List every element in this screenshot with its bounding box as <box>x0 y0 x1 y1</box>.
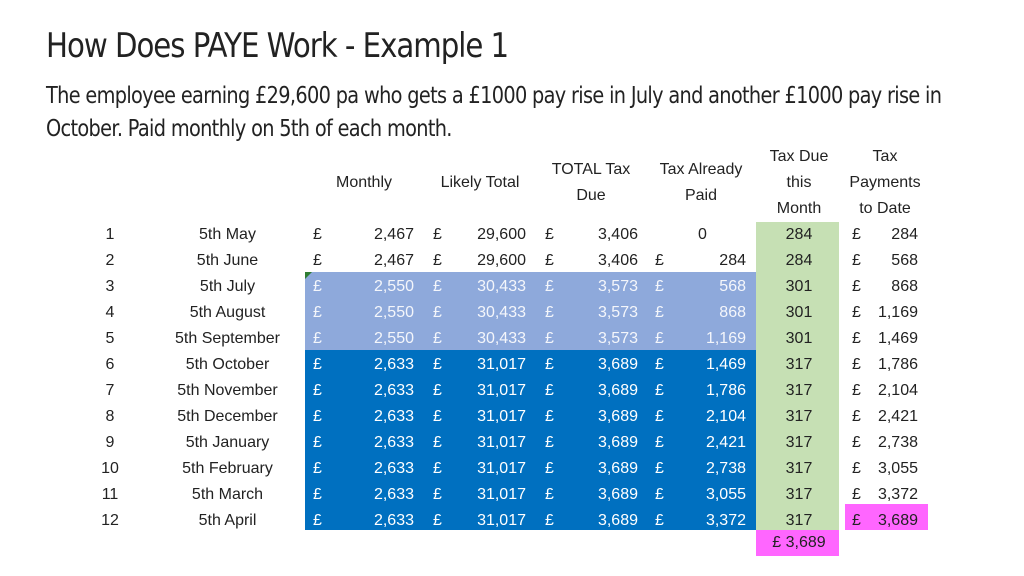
currency-symbol: £ <box>852 408 861 425</box>
row-date: 5th June <box>196 252 259 269</box>
row-number: 8 <box>105 408 115 425</box>
currency-symbol: £ <box>433 252 442 269</box>
header-total-tax-1: TOTAL Tax <box>551 161 631 178</box>
row-likely-total: 29,600 <box>477 252 526 269</box>
row-tax-already-paid: 1,469 <box>705 356 746 373</box>
currency-symbol: £ <box>313 486 322 503</box>
header-tax-due-1: Tax Due <box>769 148 829 165</box>
currency-symbol: £ <box>433 304 442 321</box>
currency-symbol: £ <box>545 512 554 529</box>
table-row <box>0 378 1024 404</box>
currency-symbol: £ <box>852 512 861 529</box>
currency-symbol: £ <box>313 330 322 347</box>
row-number: 10 <box>101 460 119 477</box>
row-total-tax-due: 3,689 <box>597 460 638 477</box>
header-total-tax-2: Due <box>576 187 606 204</box>
row-date: 5th March <box>191 486 264 503</box>
currency-symbol: £ <box>433 460 442 477</box>
header-tax-pay-3: to Date <box>859 200 911 217</box>
currency-symbol: £ <box>655 278 664 295</box>
currency-symbol: £ <box>852 278 861 295</box>
currency-symbol: £ <box>852 226 861 243</box>
row-number: 11 <box>101 486 119 503</box>
row-total-tax-due: 3,689 <box>597 408 638 425</box>
row-tax-to-date: 3,372 <box>877 486 918 503</box>
row-tax-due-month: 317 <box>785 512 813 529</box>
currency-symbol: £ <box>433 408 442 425</box>
currency-symbol: £ <box>313 356 322 373</box>
row-tax-due-month: 284 <box>785 226 813 243</box>
currency-symbol: £ <box>313 408 322 425</box>
currency-symbol: £ <box>852 304 861 321</box>
row-tax-to-date: 284 <box>891 226 918 243</box>
currency-symbol: £ <box>655 304 664 321</box>
currency-symbol: £ <box>545 408 554 425</box>
currency-symbol: £ <box>545 226 554 243</box>
currency-symbol: £ <box>852 460 861 477</box>
currency-symbol: £ <box>433 226 442 243</box>
currency-symbol: £ <box>433 434 442 451</box>
row-number: 7 <box>105 382 115 399</box>
row-tax-already-paid: 1,169 <box>705 330 746 347</box>
currency-symbol: £ <box>852 356 861 373</box>
row-tax-due-month: 317 <box>785 434 813 451</box>
row-tax-already-paid: 868 <box>719 304 746 321</box>
header-tax-due-3: Month <box>776 200 822 217</box>
row-tax-to-date: 1,786 <box>877 356 918 373</box>
row-date: 5th July <box>199 278 256 295</box>
row-tax-due-month: 317 <box>785 382 813 399</box>
header-tax-pay-2: Payments <box>849 174 921 191</box>
currency-symbol: £ <box>313 252 322 269</box>
row-monthly: 2,633 <box>373 512 414 529</box>
header-likely-total: Likely Total <box>440 174 520 191</box>
row-total-tax-due: 3,406 <box>597 252 638 269</box>
table-row <box>0 326 1024 352</box>
currency-symbol: £ <box>433 278 442 295</box>
row-monthly: 2,550 <box>373 330 414 347</box>
currency-symbol: £ <box>852 434 861 451</box>
row-tax-due-month: 301 <box>785 304 813 321</box>
row-monthly: 2,633 <box>373 408 414 425</box>
row-number: 5 <box>105 330 115 347</box>
row-tax-due-month: 317 <box>785 356 813 373</box>
row-total-tax-due: 3,689 <box>597 486 638 503</box>
table-row <box>0 248 1024 274</box>
row-tax-to-date: 868 <box>891 278 918 295</box>
row-likely-total: 30,433 <box>477 330 526 347</box>
row-number: 4 <box>105 304 115 321</box>
currency-symbol: £ <box>545 486 554 503</box>
header-tax-due-2: this <box>786 174 812 191</box>
table-row <box>0 274 1024 300</box>
currency-symbol: £ <box>655 512 664 529</box>
row-monthly: 2,633 <box>373 434 414 451</box>
currency-symbol: £ <box>852 252 861 269</box>
row-tax-to-date: 1,469 <box>877 330 918 347</box>
row-total-tax-due: 3,689 <box>597 356 638 373</box>
row-date: 5th December <box>177 408 278 425</box>
row-likely-total: 31,017 <box>477 486 526 503</box>
table-row <box>0 482 1024 508</box>
table-row <box>0 404 1024 430</box>
currency-symbol: £ <box>433 486 442 503</box>
currency-symbol: £ <box>545 252 554 269</box>
currency-symbol: £ <box>655 486 664 503</box>
row-tax-due-month: 317 <box>785 408 813 425</box>
row-total-tax-due: 3,406 <box>597 226 638 243</box>
currency-symbol: £ <box>545 382 554 399</box>
header-monthly: Monthly <box>335 174 393 191</box>
header-tax-pay-1: Tax <box>872 148 898 165</box>
currency-symbol: £ <box>313 382 322 399</box>
row-total-tax-due: 3,689 <box>597 434 638 451</box>
row-tax-already-paid: 0 <box>698 226 707 243</box>
row-monthly: 2,467 <box>373 252 414 269</box>
row-tax-already-paid: 3,372 <box>705 512 746 529</box>
row-tax-due-month: 284 <box>785 252 813 269</box>
currency-symbol: £ <box>545 434 554 451</box>
row-likely-total: 30,433 <box>477 278 526 295</box>
row-tax-already-paid: 2,421 <box>705 434 746 451</box>
row-tax-to-date: 3,689 <box>877 512 918 529</box>
currency-symbol: £ <box>655 408 664 425</box>
row-tax-due-month: 317 <box>785 460 813 477</box>
row-number: 12 <box>101 512 119 529</box>
row-tax-due-month: 301 <box>785 278 813 295</box>
currency-symbol: £ <box>545 460 554 477</box>
row-date: 5th January <box>185 434 270 451</box>
currency-symbol: £ <box>852 330 861 347</box>
currency-symbol: £ <box>655 460 664 477</box>
row-monthly: 2,633 <box>373 382 414 399</box>
page-title: How Does PAYE Work - Example 1 <box>46 26 509 66</box>
table-row <box>0 300 1024 326</box>
row-tax-to-date: 3,055 <box>877 460 918 477</box>
table-row <box>0 430 1024 456</box>
header-tax-paid-1: Tax Already <box>659 161 743 178</box>
row-total-tax-due: 3,573 <box>597 330 638 347</box>
row-likely-total: 31,017 <box>477 434 526 451</box>
table-row <box>0 222 1024 248</box>
row-date: 5th November <box>177 382 278 399</box>
row-tax-already-paid: 1,786 <box>705 382 746 399</box>
currency-symbol: £ <box>655 356 664 373</box>
currency-symbol: £ <box>433 330 442 347</box>
currency-symbol: £ <box>655 330 664 347</box>
row-number: 2 <box>105 252 115 269</box>
row-likely-total: 31,017 <box>477 382 526 399</box>
row-tax-already-paid: 284 <box>719 252 746 269</box>
row-number: 6 <box>105 356 115 373</box>
row-date: 5th April <box>198 512 257 529</box>
row-monthly: 2,633 <box>373 356 414 373</box>
currency-symbol: £ <box>433 512 442 529</box>
currency-symbol: £ <box>313 278 322 295</box>
page-subtitle: The employee earning £29,600 pa who gets a £1000 pay rise in July and another £1000 pay rise in October. Paid monthly on 5th of each month. <box>46 83 942 142</box>
currency-symbol: £ <box>313 434 322 451</box>
row-date: 5th September <box>175 330 280 347</box>
currency-symbol: £ <box>433 356 442 373</box>
currency-symbol: £ <box>313 304 322 321</box>
currency-symbol: £ <box>655 434 664 451</box>
currency-symbol: £ <box>545 330 554 347</box>
row-tax-due-month: 301 <box>785 330 813 347</box>
row-tax-to-date: 2,104 <box>877 382 918 399</box>
row-number: 1 <box>105 226 115 243</box>
row-tax-to-date: 1,169 <box>877 304 918 321</box>
row-tax-to-date: 2,421 <box>877 408 918 425</box>
table-row <box>0 352 1024 378</box>
currency-symbol: £ <box>545 356 554 373</box>
header-tax-paid-2: Paid <box>684 187 718 204</box>
row-total-tax-due: 3,573 <box>597 278 638 295</box>
row-total-tax-due: 3,689 <box>597 512 638 529</box>
row-likely-total: 31,017 <box>477 356 526 373</box>
row-number: 3 <box>105 278 115 295</box>
currency-symbol: £ <box>545 278 554 295</box>
currency-symbol: £ <box>655 382 664 399</box>
row-likely-total: 31,017 <box>477 408 526 425</box>
currency-symbol: £ <box>545 304 554 321</box>
row-date: 5th February <box>182 460 273 477</box>
row-tax-to-date: 568 <box>891 252 918 269</box>
row-date: 5th October <box>185 356 270 373</box>
row-monthly: 2,467 <box>373 226 414 243</box>
currency-symbol: £ <box>433 382 442 399</box>
row-likely-total: 31,017 <box>477 460 526 477</box>
row-tax-due-month: 317 <box>785 486 813 503</box>
currency-symbol: £ <box>313 512 322 529</box>
currency-symbol: £ <box>655 252 664 269</box>
table-row <box>0 508 1024 534</box>
row-monthly: 2,633 <box>373 486 414 503</box>
row-monthly: 2,550 <box>373 278 414 295</box>
row-likely-total: 31,017 <box>477 512 526 529</box>
row-likely-total: 29,600 <box>477 226 526 243</box>
row-monthly: 2,633 <box>373 460 414 477</box>
currency-symbol: £ <box>852 382 861 399</box>
row-monthly: 2,550 <box>373 304 414 321</box>
currency-symbol: £ <box>313 226 322 243</box>
row-total-tax-due: 3,573 <box>597 304 638 321</box>
row-number: 9 <box>105 434 115 451</box>
row-tax-to-date: 2,738 <box>877 434 918 451</box>
row-likely-total: 30,433 <box>477 304 526 321</box>
row-date: 5th August <box>189 304 266 321</box>
row-tax-already-paid: 3,055 <box>705 486 746 503</box>
row-date: 5th May <box>199 226 256 243</box>
table-row <box>0 456 1024 482</box>
currency-symbol: £ <box>852 486 861 503</box>
row-tax-already-paid: 2,738 <box>705 460 746 477</box>
currency-symbol: £ <box>313 460 322 477</box>
row-tax-already-paid: 568 <box>719 278 746 295</box>
total-due-value: £ 3,689 <box>772 534 826 551</box>
row-tax-already-paid: 2,104 <box>705 408 746 425</box>
row-total-tax-due: 3,689 <box>597 382 638 399</box>
